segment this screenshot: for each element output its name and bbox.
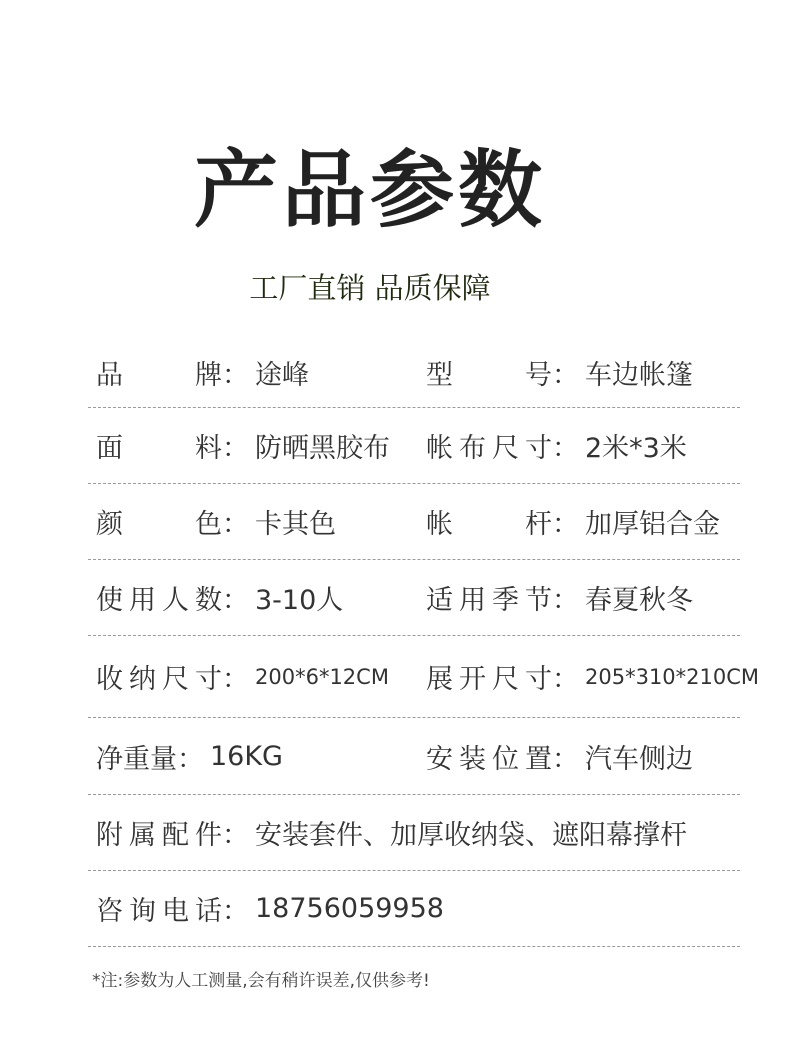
spec-label: 附属配件 — [96, 820, 222, 851]
spec-colon: ： — [552, 743, 579, 775]
spec-label: 收纳尺寸 — [96, 664, 222, 695]
spec-row — [88, 795, 740, 871]
spec-table — [88, 338, 760, 947]
spec-label: 品牌 — [96, 360, 222, 391]
spec-colon: ： — [222, 509, 249, 540]
spec-item-packed-size — [96, 636, 389, 717]
spec-colon: ： — [222, 360, 249, 391]
spec-value: 卡其色 — [255, 509, 336, 540]
spec-colon: ： — [177, 743, 204, 775]
page-title: 产品参数 — [193, 141, 546, 239]
spec-item-brand — [96, 338, 309, 407]
spec-item-accessories — [96, 795, 687, 870]
spec-value: 汽车侧边 — [585, 743, 693, 775]
spec-value: 3-10人 — [255, 585, 344, 616]
spec-colon: ： — [552, 509, 579, 540]
spec-label: 安装位置 — [426, 743, 552, 775]
spec-label: 帐布尺寸 — [426, 433, 552, 464]
spec-value: 2米*3米 — [585, 433, 687, 464]
spec-value: 安装套件、加厚收纳袋、遮阳幕撑杆 — [255, 820, 687, 851]
spec-colon: ： — [222, 896, 249, 927]
spec-item-poles — [426, 484, 720, 559]
spec-label: 净重量 — [96, 743, 177, 775]
spec-item-net-weight — [96, 718, 283, 794]
spec-label: 型号 — [426, 360, 552, 391]
page-subtitle: 工厂直销 品质保障 — [249, 271, 491, 305]
spec-value: 车边帐篷 — [585, 360, 693, 391]
spec-row — [88, 338, 740, 408]
spec-value: 18756059958 — [255, 893, 444, 924]
spec-value: 春夏秋冬 — [585, 585, 693, 616]
spec-label: 面料 — [96, 433, 222, 464]
spec-label: 使用人数 — [96, 585, 222, 616]
spec-row — [88, 718, 740, 795]
spec-value: 205*310*210CM — [585, 664, 760, 689]
spec-row — [88, 871, 740, 947]
spec-value: 16KG — [210, 740, 283, 772]
spec-item-season — [426, 560, 693, 635]
spec-row — [88, 484, 740, 560]
spec-colon: ： — [552, 433, 579, 464]
spec-label: 咨询电话 — [96, 896, 222, 927]
spec-item-capacity — [96, 560, 343, 635]
spec-row — [88, 636, 760, 718]
disclaimer-note: *注:参数为人工测量,会有稍许误差,仅供参考! — [92, 971, 430, 991]
spec-value: 途峰 — [255, 360, 309, 391]
spec-colon: ： — [552, 360, 579, 391]
spec-colon: ： — [222, 664, 249, 695]
spec-item-color — [96, 484, 336, 559]
spec-item-open-size — [426, 636, 759, 717]
spec-label: 颜色 — [96, 509, 222, 540]
spec-item-phone — [96, 871, 444, 946]
spec-label: 展开尺寸 — [426, 664, 552, 695]
spec-label: 适用季节 — [426, 585, 552, 616]
spec-colon: ： — [222, 820, 249, 851]
spec-item-model — [426, 338, 693, 407]
spec-colon: ： — [222, 585, 249, 616]
spec-colon: ： — [552, 585, 579, 616]
spec-value: 防晒黑胶布 — [255, 433, 390, 464]
spec-colon: ： — [222, 433, 249, 464]
spec-item-mount-position — [426, 718, 693, 794]
spec-item-fabric — [96, 408, 390, 483]
spec-value: 加厚铝合金 — [585, 509, 720, 540]
spec-row — [88, 408, 740, 484]
spec-item-canopy-size — [426, 408, 687, 483]
spec-label: 帐杆 — [426, 509, 552, 540]
spec-colon: ： — [552, 664, 579, 695]
spec-row — [88, 560, 740, 636]
spec-value: 200*6*12CM — [255, 664, 389, 689]
